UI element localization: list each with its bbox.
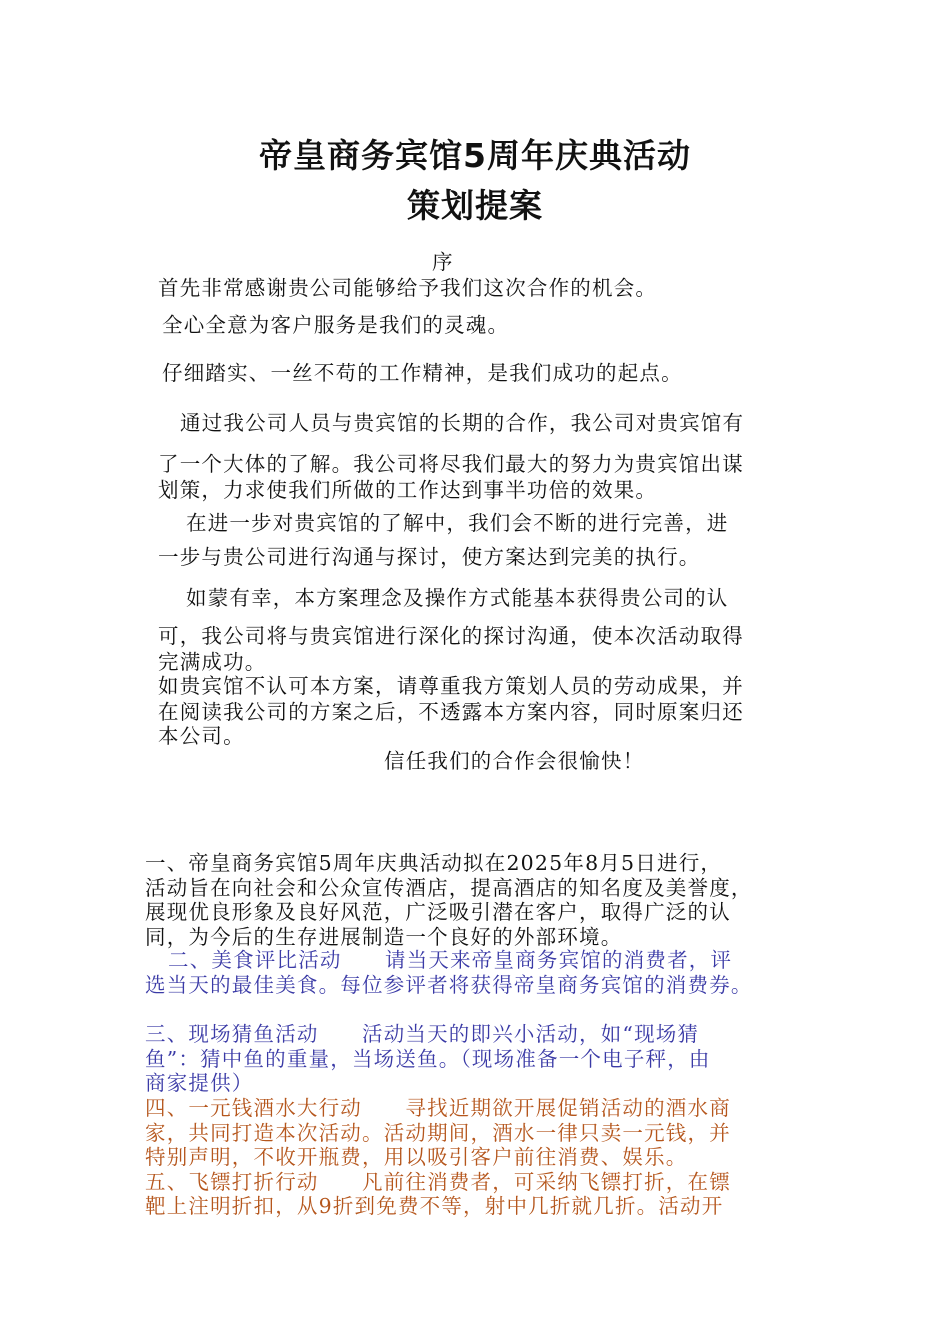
doc-title-line1: 帝皇商务宾馆5周年庆典活动	[259, 136, 691, 175]
preface-line: 在阅读我公司的方案之后，不透露本方案内容，同时原案归还	[158, 700, 744, 724]
doc-title-line2: 策划提案	[407, 186, 543, 225]
section-3-line: 三、现场猜鱼活动 活动当天的即兴小活动，如“现场猜	[145, 1022, 700, 1046]
section-4-line: 特别声明，不收开瓶费，用以吸引客户前往消费、娱乐。	[145, 1145, 688, 1169]
section-5-line: 靶上注明折扣，从9折到免费不等，射中几折就几折。活动开	[145, 1194, 724, 1218]
preface-line: 一步与贵公司进行沟通与探讨，使方案达到完美的执行。	[158, 545, 701, 569]
preface-closing: 信任我们的合作会很愉快！	[384, 749, 645, 773]
preface-line: 本公司。	[158, 724, 245, 748]
section-4-line: 四、一元钱酒水大行动 寻找近期欲开展促销活动的酒水商	[145, 1096, 731, 1120]
preface-line: 划策，力求使我们所做的工作达到事半功倍的效果。	[158, 478, 658, 502]
section-2-line: 二、美食评比活动 请当天来帝皇商务宾馆的消费者，评	[168, 948, 733, 972]
section-1-line: 一、帝皇商务宾馆5周年庆典活动拟在2025年8月5日进行，	[145, 851, 723, 875]
preface-line: 如贵宾馆不认可本方案，请尊重我方策划人员的劳动成果，并	[158, 674, 744, 698]
preface-line: 完满成功。	[158, 650, 267, 674]
preface-line: 了一个大体的了解。我公司将尽我们最大的努力为贵宾馆出谋	[158, 452, 744, 476]
preface-line: 仔细踏实、一丝不苟的工作精神，是我们成功的起点。	[162, 361, 683, 385]
section-1-line: 活动旨在向社会和公众宣传酒店，提高酒店的知名度及美誉度，	[145, 876, 753, 900]
preface-line: 如蒙有幸，本方案理念及操作方式能基本获得贵公司的认	[186, 586, 729, 610]
section-3-line: 商家提供）	[145, 1071, 254, 1095]
preface-line: 通过我公司人员与贵宾馆的长期的合作，我公司对贵宾馆有	[180, 411, 745, 435]
section-2-line: 选当天的最佳美食。每位参评者将获得帝皇商务宾馆的消费券。	[145, 973, 753, 997]
preface-line: 首先非常感谢贵公司能够给予我们这次合作的机会。	[158, 276, 658, 300]
preface-line: 可，我公司将与贵宾馆进行深化的探讨沟通，使本次活动取得	[158, 624, 744, 648]
preface-line: 在进一步对贵宾馆的了解中，我们会不断的进行完善，进	[186, 511, 729, 535]
preface-line: 全心全意为客户服务是我们的灵魂。	[162, 313, 510, 337]
section-1-line: 展现优良形象及良好风范，广泛吸引潜在客户，取得广泛的认	[145, 900, 731, 924]
section-4-line: 家，共同打造本次活动。活动期间，酒水一律只卖一元钱，并	[145, 1121, 731, 1145]
section-3-line: 鱼”：猜中鱼的重量，当场送鱼。（现场准备一个电子秤，由	[145, 1047, 711, 1071]
preface-heading: 序	[432, 250, 454, 274]
section-5-line: 五、飞镖打折行动 凡前往消费者，可采纳飞镖打折，在镖	[145, 1170, 731, 1194]
section-1-line: 同，为今后的生存进展制造一个良好的外部环境。	[145, 925, 623, 949]
